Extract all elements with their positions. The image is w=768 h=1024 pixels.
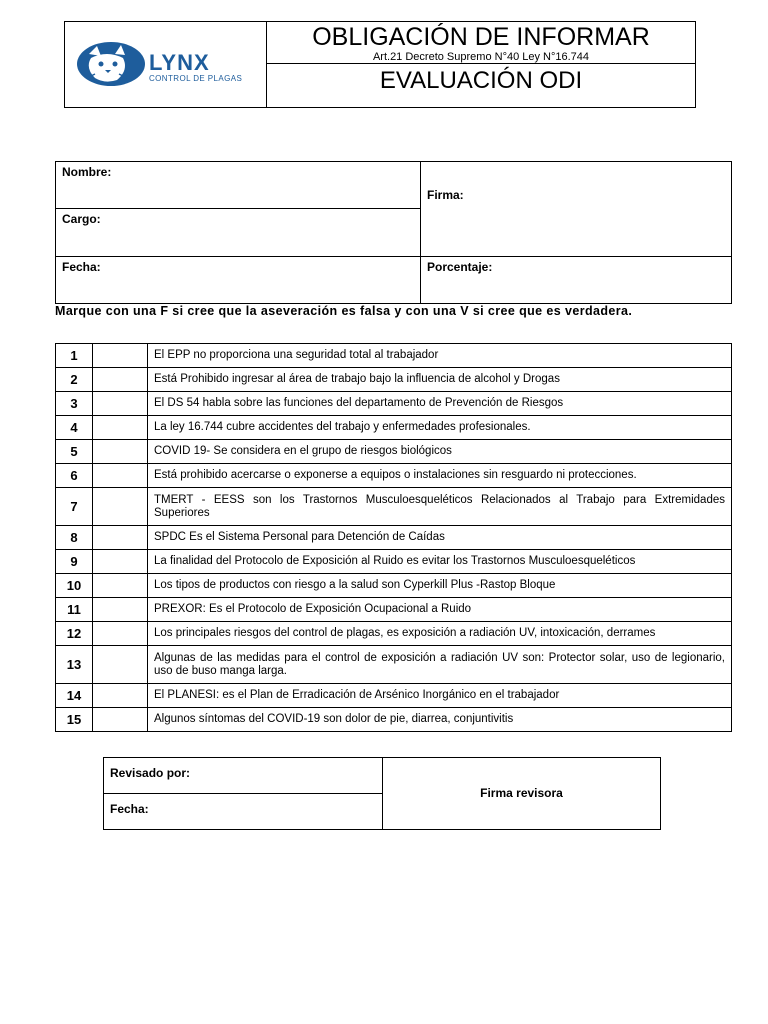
answer-cell[interactable] [93, 368, 148, 392]
instructions-text: Marque con una F si cree que la aseveración es falsa y con una V si cree que es verdadera. [55, 304, 633, 318]
reviewer-signature-label: Firma revisora [480, 786, 563, 800]
date-field[interactable] [56, 257, 421, 303]
name-field[interactable] [56, 162, 421, 209]
lynx-logo-icon [75, 40, 147, 88]
question-number: 5 [56, 440, 93, 464]
question-row [56, 646, 732, 684]
question-row [56, 344, 732, 368]
question-row [56, 488, 732, 526]
question-row [56, 598, 732, 622]
question-number: 8 [56, 526, 93, 550]
evaluation-title: EVALUACIÓN ODI [379, 67, 583, 94]
question-row [56, 392, 732, 416]
answer-cell[interactable] [93, 488, 148, 526]
question-text: COVID 19- Se considera en el grupo de riesgos biológicos [148, 440, 732, 464]
answer-cell[interactable] [93, 598, 148, 622]
answer-cell[interactable] [93, 392, 148, 416]
document-title: OBLIGACIÓN DE INFORMAR [312, 23, 650, 51]
question-text: El EPP no proporciona una seguridad total al trabajador [148, 344, 732, 368]
position-field[interactable] [56, 209, 421, 257]
question-text: Está prohibido acercarse o exponerse a equipos o instalaciones sin resguardo ni protecciones. [148, 464, 732, 488]
question-text: La finalidad del Protocolo de Exposición al Ruido es evitar los Trastornos Musculoesqueléticos [148, 550, 732, 574]
question-row [56, 526, 732, 550]
answer-cell[interactable] [93, 708, 148, 732]
question-text: SPDC Es el Sistema Personal para Detención de Caídas [148, 526, 732, 550]
question-row [56, 684, 732, 708]
logo-cell [65, 22, 267, 107]
answer-cell[interactable] [93, 464, 148, 488]
question-text: Algunas de las medidas para el control de exposición a radiación UV son: Protector solar, uso de legionario, uso de buso manga larga. [148, 646, 732, 684]
answer-cell[interactable] [93, 574, 148, 598]
question-number: 9 [56, 550, 93, 574]
answer-cell[interactable] [93, 622, 148, 646]
question-text: Los tipos de productos con riesgo a la salud son Cyperkill Plus -Rastop Bloque [148, 574, 732, 598]
answer-cell[interactable] [93, 344, 148, 368]
title-block [267, 22, 695, 64]
answer-cell[interactable] [93, 416, 148, 440]
answer-cell[interactable] [93, 684, 148, 708]
question-number: 2 [56, 368, 93, 392]
name-label: Nombre: [62, 165, 112, 179]
question-number: 6 [56, 464, 93, 488]
question-number: 1 [56, 344, 93, 368]
logo-tagline: CONTROL DE PLAGAS [149, 74, 243, 83]
question-row [56, 416, 732, 440]
question-number: 14 [56, 684, 93, 708]
question-number: 13 [56, 646, 93, 684]
question-row [56, 574, 732, 598]
question-row [56, 440, 732, 464]
question-number: 7 [56, 488, 93, 526]
question-row [56, 622, 732, 646]
review-table [103, 757, 661, 830]
question-number: 3 [56, 392, 93, 416]
answer-cell[interactable] [93, 646, 148, 684]
question-row [56, 550, 732, 574]
question-text: El DS 54 habla sobre las funciones del departamento de Prevención de Riesgos [148, 392, 732, 416]
questions-table [55, 343, 732, 732]
question-text: PREXOR: Es el Protocolo de Exposición Ocupacional a Ruido [148, 598, 732, 622]
answer-cell[interactable] [93, 440, 148, 464]
question-number: 4 [56, 416, 93, 440]
personal-info-table [55, 161, 732, 304]
logo-wordmark: LYNX [149, 50, 210, 75]
question-text: TMERT - EESS son los Trastornos Musculoesqueléticos Relacionados al Trabajo para Extremidades Superiores [148, 488, 732, 526]
review-date-field[interactable] [104, 794, 383, 829]
question-row [56, 368, 732, 392]
reviewer-signature-field[interactable] [383, 758, 660, 829]
percentage-field[interactable] [421, 257, 731, 303]
question-number: 15 [56, 708, 93, 732]
question-row [56, 464, 732, 488]
question-text: La ley 16.744 cubre accidentes del trabajo y enfermedades profesionales. [148, 416, 732, 440]
question-row [56, 708, 732, 732]
signature-label: Firma: [427, 188, 464, 202]
question-text: Algunos síntomas del COVID-19 son dolor de pie, diarrea, conjuntivitis [148, 708, 732, 732]
question-text: Los principales riesgos del control de plagas, es exposición a radiación UV, intoxicación, derrames [148, 622, 732, 646]
document-subtitle: Art.21 Decreto Supremo N°40 Ley N°16.744 [372, 51, 590, 63]
reviewed-by-field[interactable] [104, 758, 383, 794]
question-number: 10 [56, 574, 93, 598]
percentage-label: Porcentaje: [427, 260, 493, 274]
date-label: Fecha: [62, 260, 101, 274]
review-date-label: Fecha: [110, 802, 149, 816]
signature-field[interactable] [421, 162, 731, 257]
answer-cell[interactable] [93, 550, 148, 574]
question-text: Está Prohibido ingresar al área de trabajo bajo la influencia de alcohol y Drogas [148, 368, 732, 392]
answer-cell[interactable] [93, 526, 148, 550]
question-text: El PLANESI: es el Plan de Erradicación de Arsénico Inorgánico en el trabajador [148, 684, 732, 708]
reviewed-by-label: Revisado por: [110, 766, 191, 780]
question-number: 11 [56, 598, 93, 622]
position-label: Cargo: [62, 212, 101, 226]
question-number: 12 [56, 622, 93, 646]
document-header [64, 21, 696, 108]
